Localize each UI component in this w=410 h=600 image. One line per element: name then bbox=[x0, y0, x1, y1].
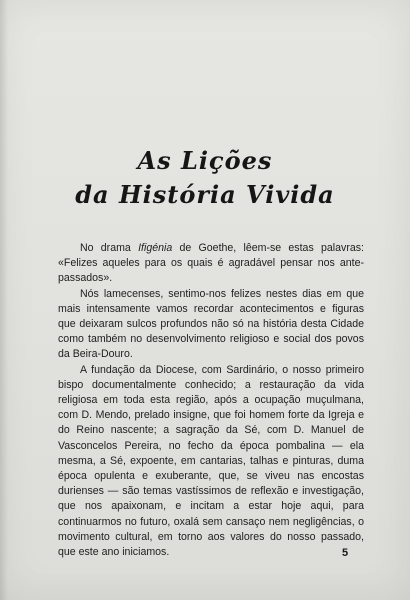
paragraph-1-after: de Goethe, lêem-se estas palavras: «Felizes aqueles para os quais é agradável pensar nos ante-passados». bbox=[58, 242, 364, 285]
chapter-title-line-2: da História Vivida bbox=[75, 180, 335, 209]
chapter-title-line-1: As Lições bbox=[137, 146, 273, 175]
paragraph-1 bbox=[58, 241, 364, 287]
paragraph-1-emphasis: Ifigénia bbox=[138, 242, 173, 254]
body-text bbox=[58, 241, 364, 560]
page-edge-shadow bbox=[0, 0, 8, 600]
page-number: 5 bbox=[342, 547, 349, 559]
paragraph-1-before: No drama bbox=[80, 242, 139, 254]
paragraph-3: A fundação da Diocese, com Sardinário, o nosso primeiro bispo documentalmente conhecido; a restauração da vida religiosa em toda esta região, após a ocupação muçulmana, com D. Mendo, prelado insigne, que foi homem forte da Igreja e do Reino nascente; a sagração da Sé, com D. Manuel de Vasconcelos Pereira, no fecho da época pombalina — ela mesma, a Sé, expoente, em cantarias, talhas e pinturas, duma época opulenta e exuberante, que, se viveu nas encostas durienses — são temas vastíssimos de reflexão e investigação, que nos apaixonam, e incitam a estar hoje aqui, para continuarmos no futuro, oxalá sem cansaço nem negligências, o movimento cultural, em torno aos valores do nosso passado, que este ano iniciamos. bbox=[58, 363, 364, 559]
paragraph-2: Nós lamecenses, sentimo-nos felizes nestes dias em que mais intensamente vamos recordar acontecimentos e figuras que deixaram sulcos profundos não só na história desta Cidade como também no desenvolvimento religioso e social dos povos da Beira-Douro. bbox=[58, 287, 364, 361]
